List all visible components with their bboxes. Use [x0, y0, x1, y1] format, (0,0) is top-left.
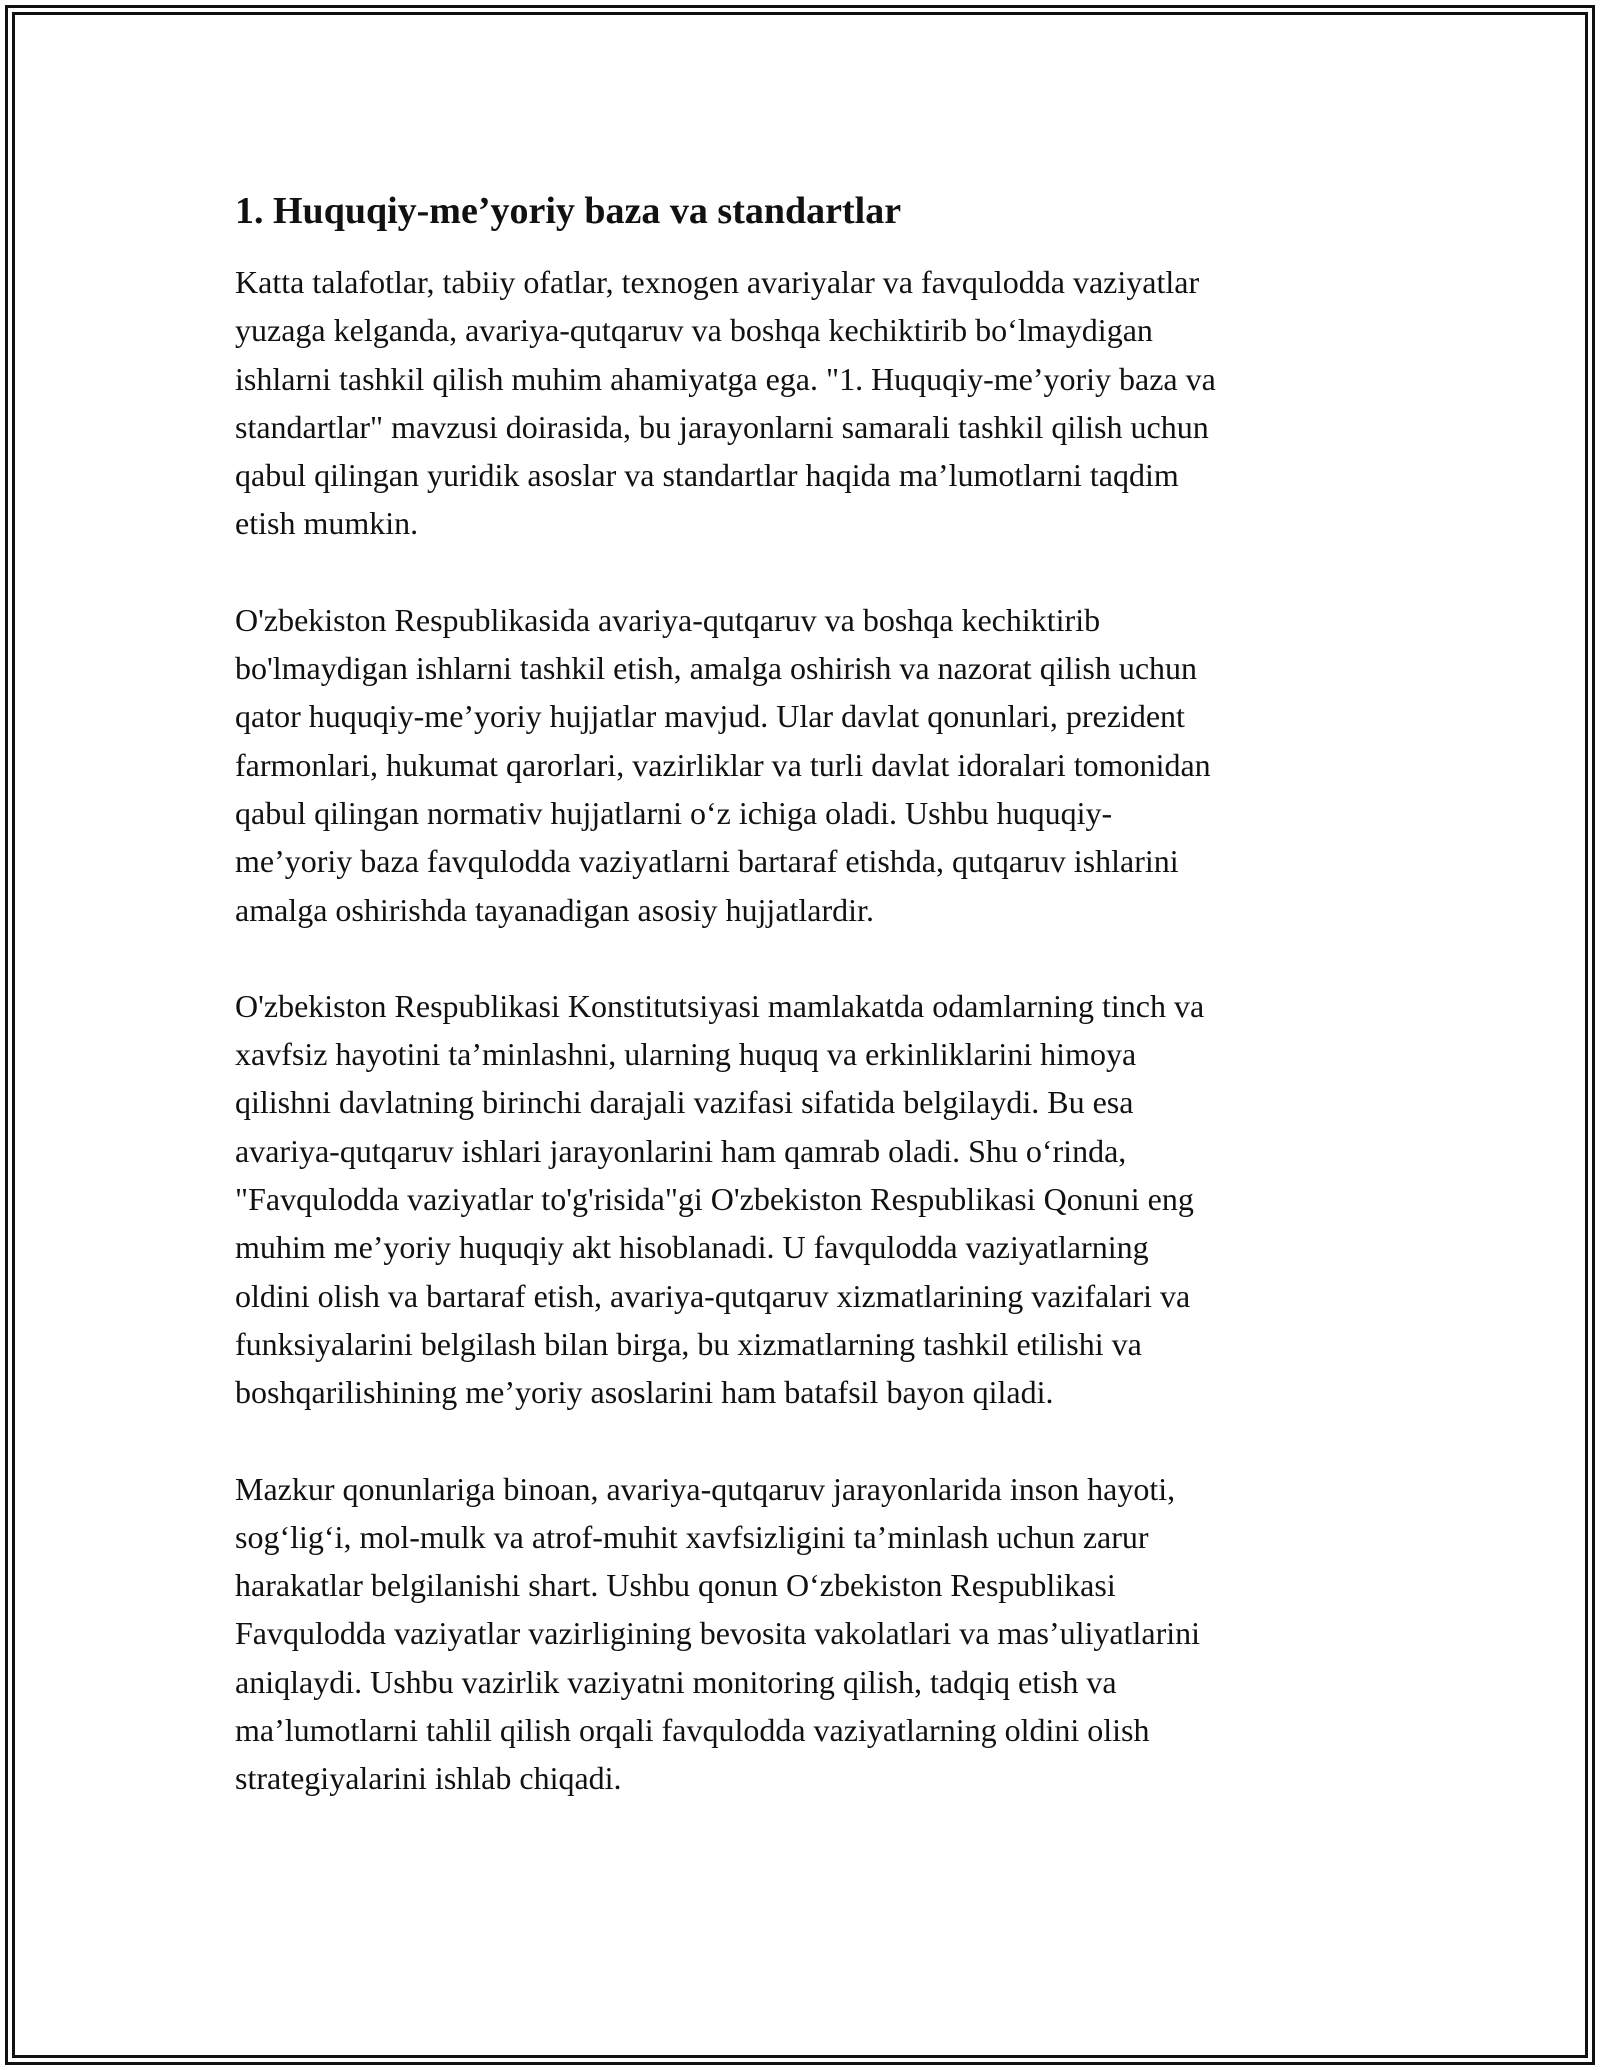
text-line: oldini olish va bartaraf etish, avariya-qutqaruv xizmatlarining vazifalari va	[235, 1277, 1191, 1314]
text-line: muhim me’yoriy huquqiy akt hisoblanadi. U favqulodda vaziyatlarning	[235, 1229, 1149, 1266]
text-line: harakatlar belgilanishi shart. Ushbu qonun O‘zbekiston Respublikasi	[235, 1567, 1116, 1604]
text-line: farmonlari, hukumat qarorlari, vazirliklar va turli davlat idoralari tomonidan	[235, 746, 1211, 783]
text-line: xavfsiz hayotini ta’minlashni, ularning huquq va erkinliklarini himoya	[235, 1036, 1137, 1073]
section-heading: 1. Huquqiy-me’yoriy baza va standartlar	[235, 190, 902, 232]
text-line: O'zbekiston Respublikasida avariya-qutqaruv va boshqa kechiktirib	[235, 601, 1101, 638]
text-line: qabul qilingan normativ hujjatlarni o‘z ichiga oladi. Ushbu huquqiy-	[235, 794, 1113, 831]
paragraphs-container	[235, 258, 1385, 1803]
text-line: Mazkur qonunlariga binoan, avariya-qutqaruv jarayonlarida inson hayoti,	[235, 1470, 1176, 1507]
text-line: me’yoriy baza favqulodda vaziyatlarni bartaraf etishda, qutqaruv ishlarini	[235, 843, 1179, 880]
paragraph-4	[235, 1465, 1385, 1803]
text-line: boshqarilishining me’yoriy asoslarini ham batafsil bayon qiladi.	[235, 1374, 1054, 1411]
text-line: sog‘lig‘i, mol-mulk va atrof-muhit xavfsizligini ta’minlash uchun zarur	[235, 1518, 1149, 1555]
text-line: aniqlaydi. Ushbu vazirlik vaziyatni monitoring qilish, tadqiq etish va	[235, 1663, 1117, 1700]
text-line: avariya-qutqaruv ishlari jarayonlarini ham qamrab oladi. Shu o‘rinda,	[235, 1132, 1127, 1169]
text-line: standartlar" mavzusi doirasida, bu jarayonlarni samarali tashkil qilish uchun	[235, 408, 1209, 445]
text-line: qator huquqiy-me’yoriy hujjatlar mavjud. Ular davlat qonunlari, prezident	[235, 698, 1185, 735]
text-line: ishlarni tashkil qilish muhim ahamiyatga ega. "1. Huquqiy-me’yoriy baza va	[235, 360, 1216, 397]
text-line: "Favqulodda vaziyatlar to'g'risida"gi O'zbekiston Respublikasi Qonuni eng	[235, 1181, 1194, 1218]
paragraph-1	[235, 258, 1385, 548]
text-line: etish mumkin.	[235, 505, 419, 542]
text-line: funksiyalarini belgilash bilan birga, bu xizmatlarning tashkil etilishi va	[235, 1325, 1142, 1362]
text-line: Katta talafotlar, tabiiy ofatlar, texnogen avariyalar va favqulodda vaziyatlar	[235, 264, 1200, 300]
text-line: qabul qilingan yuridik asoslar va standartlar haqida ma’lumotlarni taqdim	[235, 457, 1179, 494]
text-line: strategiyalarini ishlab chiqadi.	[235, 1760, 622, 1797]
text-line: ma’lumotlarni tahlil qilish orqali favqulodda vaziyatlarning oldini olish	[235, 1712, 1150, 1749]
text-line: bo'lmaydigan ishlarni tashkil etish, amalga oshirish va nazorat qilish uchun	[235, 650, 1198, 687]
text-line: qilishni davlatning birinchi darajali vazifasi sifatida belgilaydi. Bu esa	[235, 1084, 1134, 1121]
paragraph-3	[235, 982, 1385, 1417]
text-line: yuzaga kelganda, avariya-qutqaruv va boshqa kechiktirib bo‘lmaydigan	[235, 312, 1153, 349]
text-line: amalga oshirishda tayanadigan asosiy hujjatlardir.	[235, 891, 874, 928]
document-body	[235, 186, 1385, 1851]
paragraph-2	[235, 596, 1385, 934]
text-line: O'zbekiston Respublikasi Konstitutsiyasi mamlakatda odamlarning tinch va	[235, 987, 1205, 1024]
text-line: Favqulodda vaziyatlar vazirligining bevosita vakolatlari va mas’uliyatlarini	[235, 1615, 1201, 1652]
